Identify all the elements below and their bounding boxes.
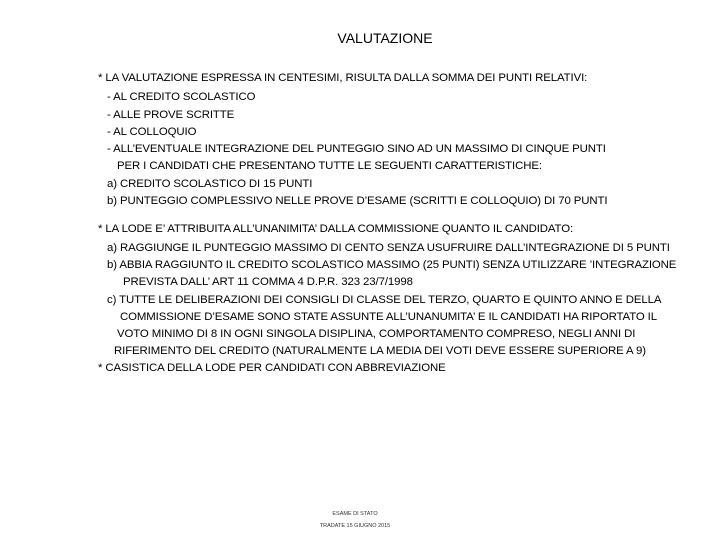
section1-line: PER I CANDIDATI CHE PRESENTANO TUTTE LE SEGUENTI CARATTERISTICHE: [117,160,542,172]
section2-line: a) RAGGIUNGE IL PUNTEGGIO MASSIMO DI CENTO SENZA USUFRUIRE DALL’INTEGRAZIONE DI 5 PUNTI [107,242,670,254]
footer-line2: TRADATE 15 GIUGNO 2015 [319,523,391,529]
section2-line: * LA LODE E’ ATTRIBUITA ALL’UNANIMITA’ DALLA COMMISSIONE QUANTO IL CANDIDATO: [98,223,574,235]
section1-line: b) PUNTEGGIO COMPLESSIVO NELLE PROVE D’ESAME (SCRITTI E COLLOQUIO) DI 70 PUNTI [107,195,608,207]
footer-line1: ESAME DI STATO [332,511,378,517]
section2-line: PREVISTA DALL’ ART 11 COMMA 4 D.P.R. 323 23/7/1998 [123,276,413,288]
section2-line: c) TUTTE LE DELIBERAZIONI DEI CONSIGLI DI CLASSE DEL TERZO, QUARTO E QUINTO ANNO E DELLA [107,294,662,306]
section1-line: - AL COLLOQUIO [107,126,197,138]
section2-line: * CASISTICA DELLA LODE PER CANDIDATI CON ABBREVIAZIONE [98,362,446,374]
page-title: VALUTAZIONE [337,30,433,46]
section1-line: - ALL’EVENTUALE INTEGRAZIONE DEL PUNTEGGIO SINO AD UN MASSIMO DI CINQUE PUNTI [107,143,606,155]
section2-line: VOTO MINIMO DI 8 IN OGNI SINGOLA DISIPLINA, COMPORTAMENTO COMPRESO, NEGLI ANNI DI [117,328,636,340]
section1-line: * LA VALUTAZIONE ESPRESSA IN CENTESIMI, RISULTA DALLA SOMMA DEI PUNTI RELATIVI: [98,72,588,84]
section1-line: a) CREDITO SCOLASTICO DI 15 PUNTI [107,178,313,190]
section2-line: COMMISSIONE D’ESAME SONO STATE ASSUNTE ALL’UNANUMITA’ E IL CANDIDATI HA RIPORTATO IL [120,311,657,323]
section1-line: - ALLE PROVE SCRITTE [107,109,235,121]
section2-line: b) ABBIA RAGGIUNTO IL CREDITO SCOLASTICO MASSIMO (25 PUNTI) SENZA UTILIZZARE ’INTEGRAZIONE [107,259,677,271]
section2-line: RIFERIMENTO DEL CREDITO (NATURALMENTE LA MEDIA DEI VOTI DEVE ESSERE SUPERIORE A 9) [114,345,646,357]
section1-line: - AL CREDITO SCOLASTICO [107,91,256,103]
